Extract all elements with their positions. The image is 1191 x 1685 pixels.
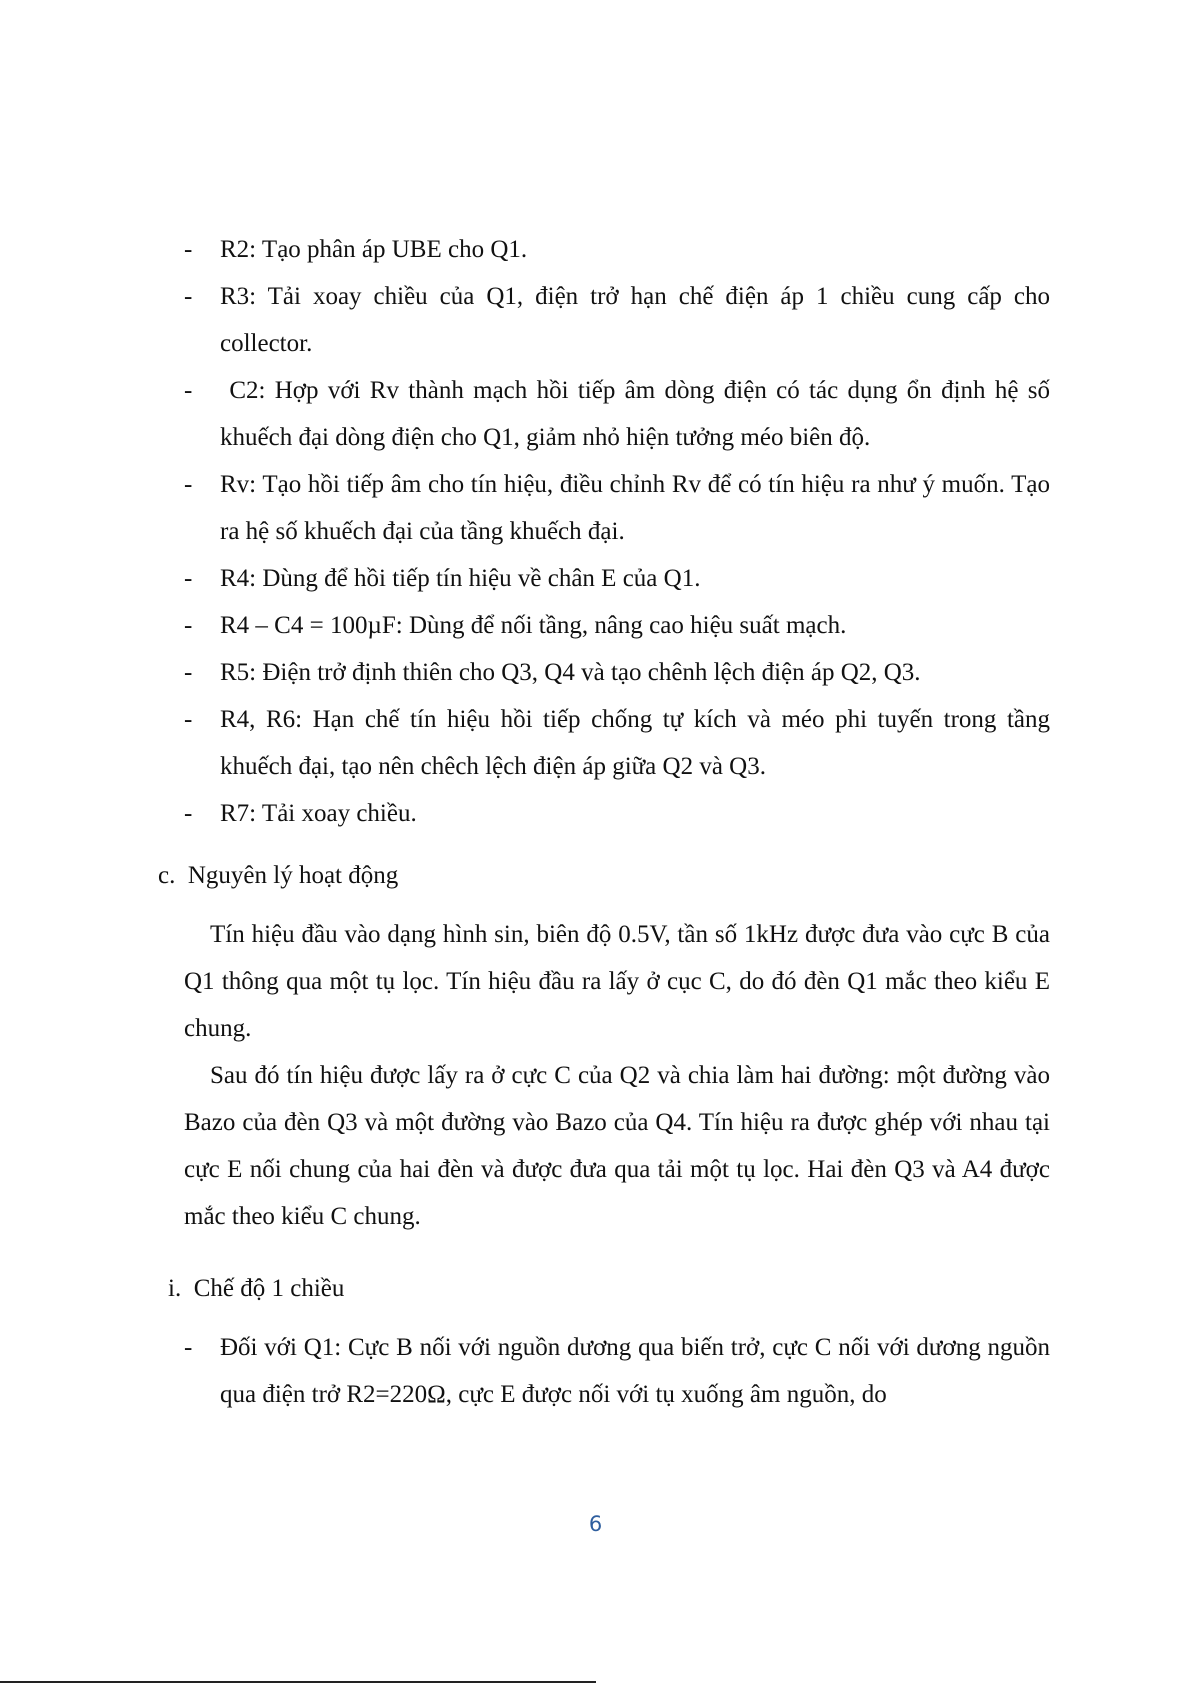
bullet-item xyxy=(184,226,1050,273)
bullet-item xyxy=(184,461,1050,555)
bullet-text-r4-r6: R4, R6: Hạn chế tín hiệu hồi tiếp chống tự kích và méo phi tuyến trong tầng khuếch đại, tạo nên chêch lệch điện áp giữa Q2 và Q3. xyxy=(220,706,1050,780)
bullet-item xyxy=(184,555,1050,602)
page-content xyxy=(0,226,1191,1418)
bullet-dash: - xyxy=(184,1334,193,1361)
bullet-text-c2: C2: Hợp với Rv thành mạch hồi tiếp âm dòng điện có tác dụng ổn định hệ số khuếch đại dòng điện cho Q1, giảm nhỏ hiện tưởng méo biên độ. xyxy=(220,377,1057,451)
bullet-item xyxy=(184,602,1050,649)
bullet-dash: - xyxy=(184,377,193,404)
page-number: 6 xyxy=(588,1512,603,1536)
paragraph: Tín hiệu đầu vào dạng hình sin, biên độ 0.5V, tần số 1kHz được đưa vào cực B của Q1 thông qua một tụ lọc. Tín hiệu đầu ra lấy ở cục C, do đó đèn Q1 mắc theo kiểu E chung. xyxy=(184,921,1050,1042)
bullet-dash: - xyxy=(184,236,193,263)
bullet-text-r4: R4: Dùng để hồi tiếp tín hiệu về chân E của Q1. xyxy=(220,565,701,592)
bullet-dash: - xyxy=(184,612,193,639)
bullet-text-q1: Đối với Q1: Cực B nối với nguồn dương qua biến trở, cực C nối với dương nguồn qua điện trở R2=220Ω, cực E được nối với tụ xuống âm nguồn, do xyxy=(220,1334,1050,1408)
bullet-dash: - xyxy=(184,283,193,310)
bullet-text-r5: R5: Điện trở định thiên cho Q3, Q4 và tạo chênh lệch điện áp Q2, Q3. xyxy=(220,659,921,686)
bullet-item xyxy=(184,367,1057,461)
paragraph: Sau đó tín hiệu được lấy ra ở cực C của Q2 và chia làm hai đường: một đường vào Bazo của đèn Q3 và một đường vào Bazo của Q4. Tín hiệu ra được ghép với nhau tại cực E nối chung của hai đèn và được đưa qua tải một tụ lọc. Hai đèn Q3 và A4 được mắc theo kiểu C chung. xyxy=(184,1062,1050,1230)
bullet-dash: - xyxy=(184,471,193,498)
bullet-text-r4-c4: R4 – C4 = 100µF: Dùng để nối tầng, nâng cao hiệu suất mạch. xyxy=(220,612,847,639)
bullet-dash: - xyxy=(184,800,193,827)
bullet-item xyxy=(184,273,1050,367)
section-heading-c: c. Nguyên lý hoạt động xyxy=(158,862,399,889)
bullet-dash: - xyxy=(184,565,193,592)
bottom-divider xyxy=(0,1681,596,1683)
bullet-text-r2: R2: Tạo phân áp UBE cho Q1. xyxy=(220,236,528,263)
bullet-dash: - xyxy=(184,659,193,686)
bullet-text-rv: Rv: Tạo hồi tiếp âm cho tín hiệu, điều chỉnh Rv để có tín hiệu ra như ý muốn. Tạo ra hệ số khuếch đại của tầng khuếch đại. xyxy=(220,471,1050,545)
section-heading-i: i. Chế độ 1 chiều xyxy=(168,1275,345,1302)
bullet-item xyxy=(184,790,1050,837)
bullet-dash: - xyxy=(184,706,193,733)
bullet-item xyxy=(184,696,1050,790)
bullet-text-r3: R3: Tải xoay chiều của Q1, điện trở hạn chế điện áp 1 chiều cung cấp cho collector. xyxy=(220,283,1050,357)
bullet-item xyxy=(184,1324,1050,1418)
bullet-text-r7: R7: Tải xoay chiều. xyxy=(220,800,417,827)
bullet-item xyxy=(184,649,1050,696)
